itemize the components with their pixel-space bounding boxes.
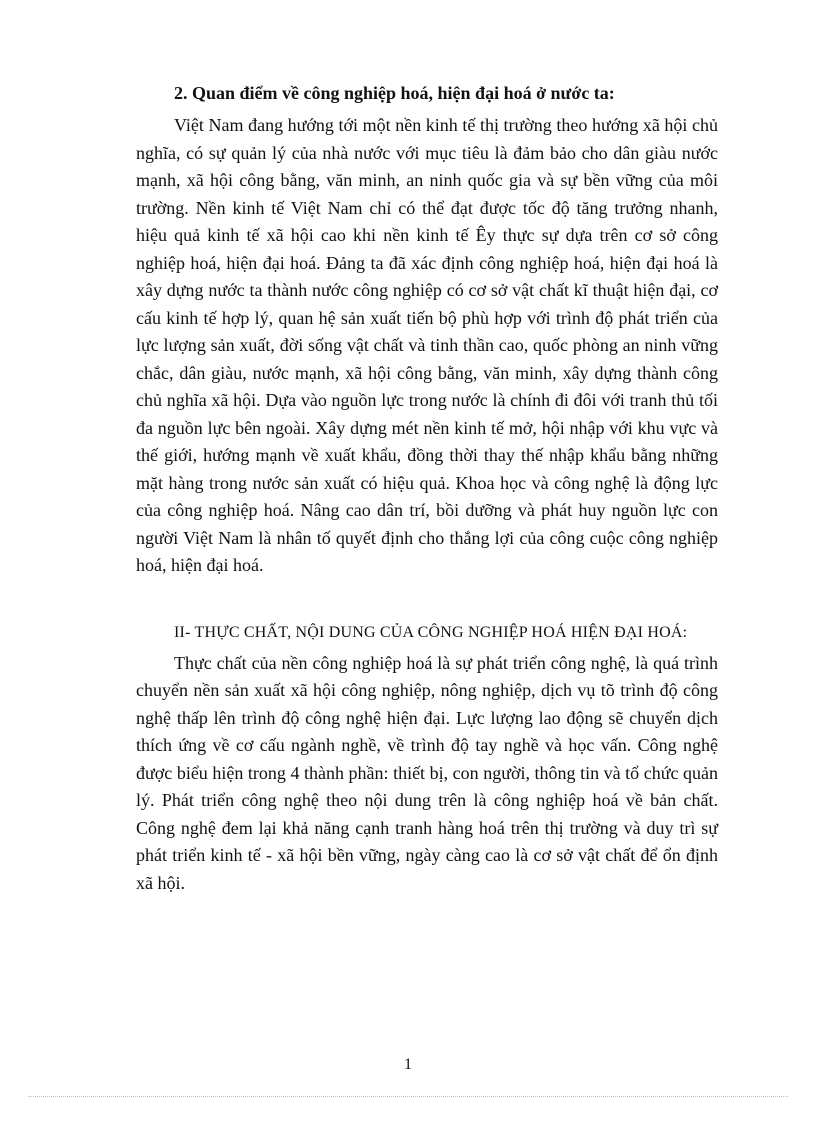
page-bottom-divider: [28, 1096, 788, 1097]
paragraph-industrialization-essence: Thực chất của nền công nghiệp hoá là sự phát triển công nghệ, là quá trình chuyển nền sản xuất xã hội công nghiệp, nông nghiệp, dịch vụ tõ trình độ công nghệ thấp lên trình độ công nghệ hiện đại. Lực lượng lao động sẽ chuyển dịch thích ứng về cơ cấu ngành nghề, về trình độ tay nghề và học vấn. Công nghệ được biểu hiện trong 4 thành phần: thiết bị, con người, thông tin và tổ chức quản lý. Phát triển công nghệ theo nội dung trên là công nghiệp hoá về bản chất. Công nghệ đem lại khả năng cạnh tranh hàng hoá trên thị trường và duy trì sự phát triển kinh tế - xã hội bền vững, ngày càng cao là cơ sở vật chất để ổn định xã hội.: [136, 652, 718, 893]
paragraph-industrialization-viewpoint: Việt Nam đang hướng tới một nền kinh tế thị trường theo hướng xã hội chủ nghĩa, có sự quản lý của nhà nước với mục tiêu là đảm bảo cho dân giàu nước mạnh, xã hội công bằng, văn minh, an ninh quốc gia và sự bền vững của môi trường. Nền kinh tế Việt Nam chỉ có thể đạt được tốc độ tăng trưởng nhanh, hiệu quả kinh tế xã hội cao khi nền kinh tế Êy thực sự dựa trên cơ sở công nghiệp hoá, hiện đại hoá. Đảng ta đã xác định công nghiệp hoá, hiện đại hoá là xây dựng nước ta thành nước công nghiệp có cơ sở vật chất kĩ thuật hiện đại, cơ cấu kinh tế hợp lý, quan hệ sản xuất tiến bộ phù hợp với trình độ phát triển của lực lượng sản xuất, đời sống vật chất và tinh thần cao, quốc phòng an ninh vững chắc, dân giàu, nước mạnh, xã hội công bằng, văn minh, xây dựng thành công chủ nghĩa xã hội. Dựa vào nguồn lực trong nước là chính đi đôi với tranh thủ tối đa nguồn lực bên ngoài. Xây dựng mét nền kinh tế mở, hội nhập với khu vực và thế giới, hướng mạnh về xuất khẩu, đồng thời thay thế nhập khẩu bằng những mặt hàng trong nước sản xuất có hiệu quả. Khoa học và công nghệ là động lực của công nghiệp hoá. Nâng cao dân trí, bồi dưỡng và phát huy nguồn lực con người Việt Nam là nhân tố quyết định cho thắng lợi của công cuộc công nghiệp hoá, hiện đại hoá.: [136, 115, 718, 575]
page-content: [136, 80, 718, 897]
subsection-heading: 2. Quan điểm về công nghiệp hoá, hiện đại hoá ở nước ta:: [174, 83, 615, 103]
section-title: II- THỰC CHẤT, NỘI DUNG CỦA CÔNG NGHIỆP HOÁ HIỆN ĐẠI HOÁ:: [174, 623, 688, 641]
page-number: 1: [404, 1056, 412, 1073]
